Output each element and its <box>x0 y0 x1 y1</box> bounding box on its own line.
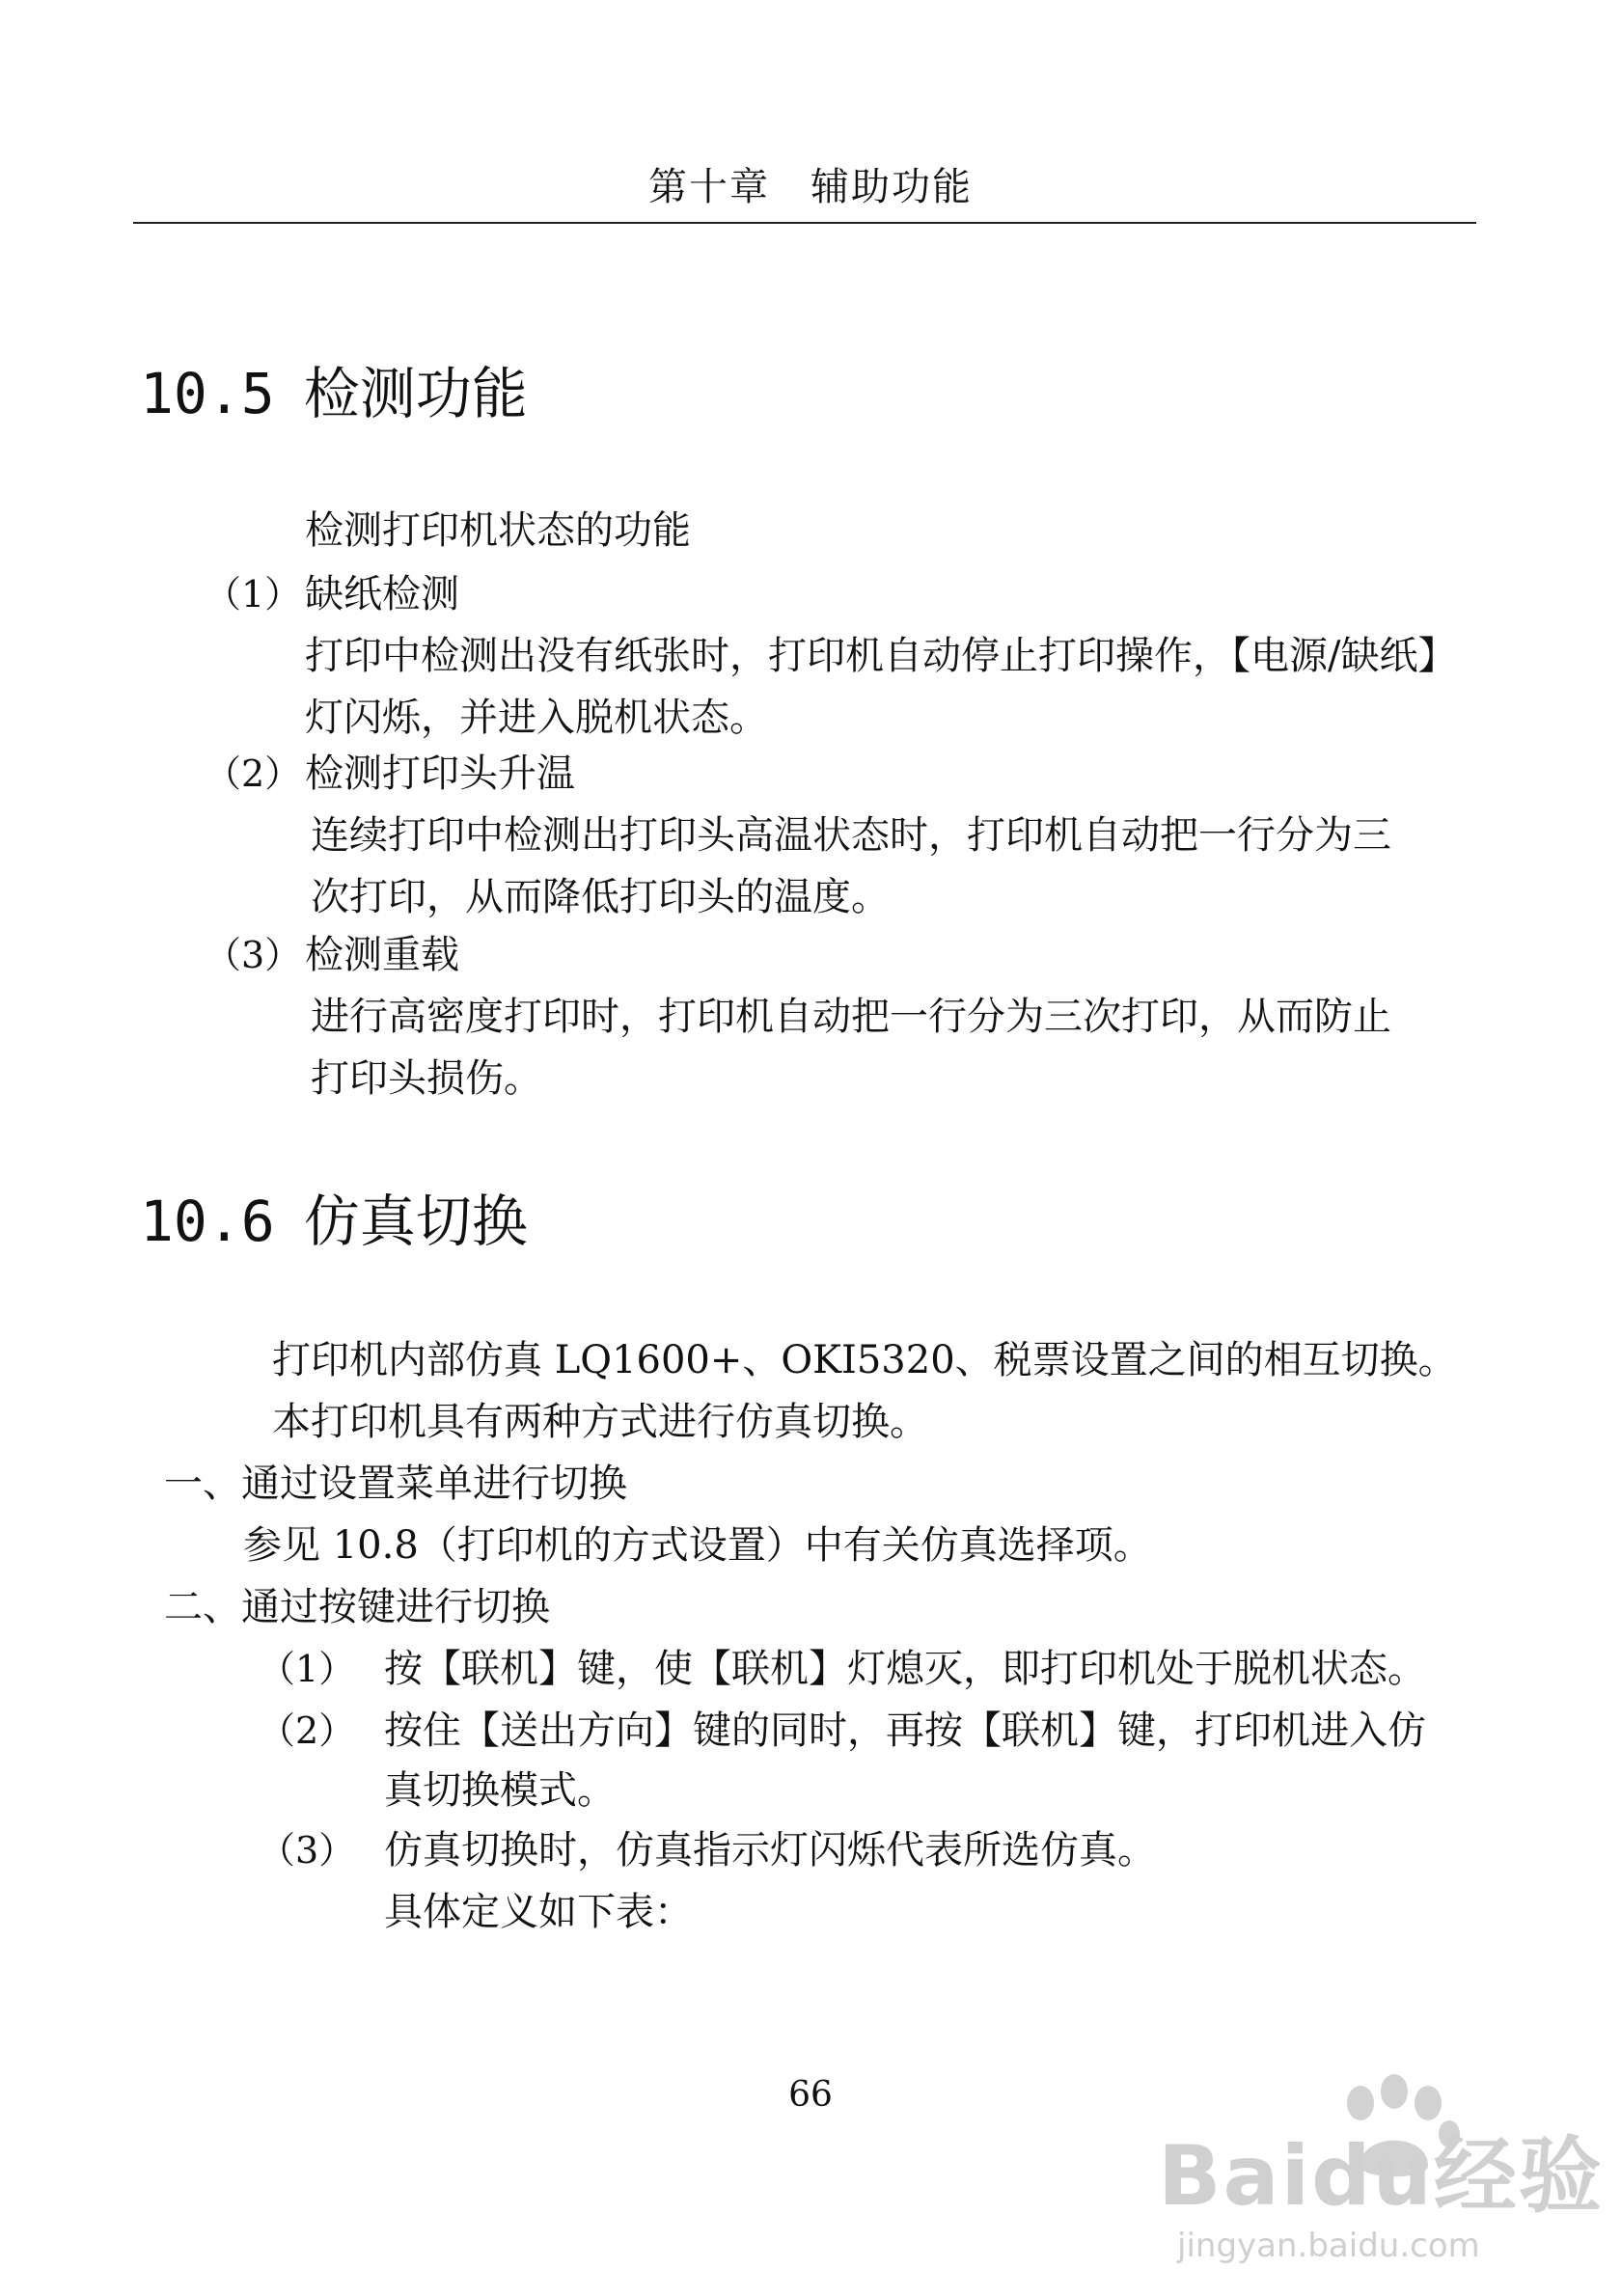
section-number: 10.5 <box>140 361 275 426</box>
item-number: （1） <box>205 573 302 615</box>
chapter-header: 第十章 辅助功能 <box>648 165 973 209</box>
item-title: 检测重载 <box>305 933 459 977</box>
item-text-line: 打印中检测出没有纸张时，打印机自动停止打印操作，【电源/缺纸】 <box>305 634 1457 678</box>
item-title: 缺纸检测 <box>305 572 459 616</box>
method-title: 二、通过按键进行切换 <box>164 1585 550 1629</box>
section-10-5-heading <box>140 359 528 428</box>
step-text-line: 按住【送出方向】键的同时，再按【联机】键，打印机进入仿 <box>384 1708 1426 1753</box>
method-text: 参见 10.8（打印机的方式设置）中有关仿真选择项。 <box>243 1523 1152 1568</box>
item-text-line: 打印头损伤。 <box>311 1056 542 1101</box>
section-number: 10.6 <box>140 1189 275 1254</box>
baidu-jingyan-watermark <box>1139 2074 1604 2267</box>
item-text-line: 进行高密度打印时，打印机自动把一行分为三次打印，从而防止 <box>311 995 1391 1039</box>
method-title: 一、通过设置菜单进行切换 <box>164 1462 627 1506</box>
step-number: （1） <box>259 1648 356 1690</box>
header-divider <box>133 222 1476 224</box>
step-text-line: 按【联机】键，使【联机】灯熄灭，即打印机处于脱机状态。 <box>384 1647 1426 1691</box>
step-text-line: 具体定义如下表： <box>384 1890 693 1934</box>
watermark-brand: Baidu经验 <box>1158 2128 1604 2225</box>
step-text-line: 仿真切换时，仿真指示灯闪烁代表所选仿真。 <box>384 1828 1156 1872</box>
step-number: （3） <box>259 1829 356 1872</box>
item-number: （3） <box>205 934 302 976</box>
section-title: 检测功能 <box>303 361 528 426</box>
step-text-line: 真切换模式。 <box>384 1768 616 1813</box>
section-paragraph: 打印机内部仿真 LQ1600+、OKI5320、税票设置之间的相互切换。 <box>272 1338 1457 1382</box>
section-intro: 检测打印机状态的功能 <box>305 508 691 553</box>
item-text-line: 次打印，从而降低打印头的温度。 <box>311 875 890 919</box>
section-10-6-heading <box>140 1187 528 1256</box>
item-text-line: 灯闪烁，并进入脱机状态。 <box>305 696 768 740</box>
step-number: （2） <box>259 1709 356 1752</box>
section-paragraph: 本打印机具有两种方式进行仿真切换。 <box>272 1400 928 1444</box>
item-title: 检测打印头升温 <box>305 752 575 796</box>
page-number: 66 <box>788 2075 833 2115</box>
watermark-url: jingyan.baidu.com <box>1177 2227 1480 2265</box>
item-text-line: 连续打印中检测出打印头高温状态时，打印机自动把一行分为三 <box>311 813 1391 858</box>
item-number: （2） <box>205 752 302 795</box>
section-title: 仿真切换 <box>303 1189 528 1254</box>
